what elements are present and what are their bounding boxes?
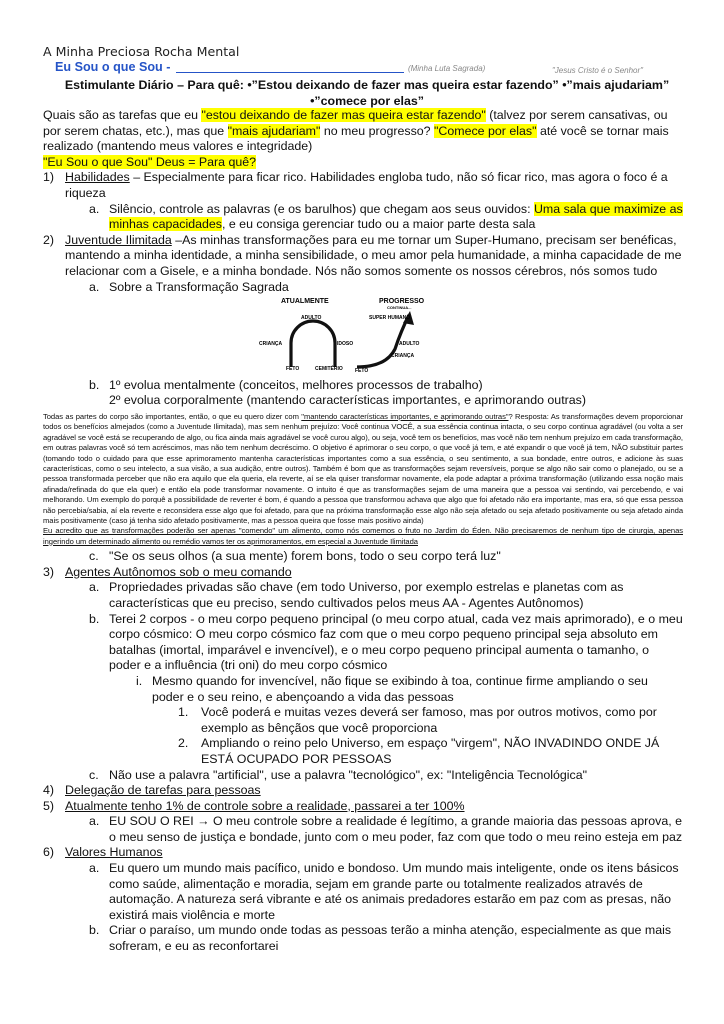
label-crianca: CRIANÇA — [259, 341, 283, 348]
section-agentes-autonomos — [43, 565, 683, 581]
list-letter: a. — [89, 201, 100, 216]
item-text-2: , e eu consiga gerenciar tudo ou a maior parte desta sala — [221, 217, 536, 232]
list-letter: a. — [89, 580, 100, 595]
item-text: Silêncio, controle as palavras (e os barulhos) que chegam aos seus ouvidos: — [109, 201, 534, 216]
label-super-humano: SUPER HUMANO — [369, 315, 411, 322]
section-valores-humanos — [43, 845, 683, 861]
list-number: 1. — [178, 705, 189, 720]
transformation-diagram — [249, 295, 549, 373]
list-item — [43, 612, 683, 674]
intro-text-4: até você se tornar mais realizado (mantendo meus valores e integridade) — [43, 123, 669, 154]
label-cemiterio: CEMITÉRIO — [315, 366, 343, 373]
list-number: 5) — [43, 798, 55, 813]
fine-text-2: ? Resposta: As transformações devem proporcionar todos os benefícios almejados (como a Juventude Ilimitada), mas sem nenhum prejuízo: Você continua VOCÊ, a sua essência continua intacta, o seu corpo continua agradável (ou volta a ser agradável se você está se recuperando de algo, ou fica ainda mais agradável se você curou algo), ou seja, você tem os benefícios, mas você não tem nenhum prejuízo em cada transformação, em outras palavras você só tem acréscimos, mas não tem nenhum decréscimo. O objetivo é aprimorar o seu corpo, o que você já tem, e até expandir o que você já tem, NÃO substituir partes (tomando todo o cuidado para que esse aprimoramento mantenha características importantes como a sua essência, o seu sentimento, a sua bondade, entre outros, e adicione às suas características, como o seu intelecto, a sua visão, a sua audição, entre outros). Também é bom que as transformações sejam reversíveis, porque se algo não sair como o planejado, ou se a pessoa transformada perceber que não era aquilo que ela queria, ela reverte, aí se ela quiser transformar novamente, ela pode adaptar a próxima transformação (utilizando essa noção mais afinada/refinada do que ela quer) e então ela pode transformar novamente. O intuito é que as transformações sejam de uma maneira que a pessoa vai sentindo, vai percebendo, e vai melhorando. Um exemplo do porquê a possibilidade de reverter é bom, é quando a pessoa que transformou achava que algo que foi afetado não era importante, mas era, só que essa pessoa não percebia/sabia, aí ela reverte e reconsidera esse algo que foi afetado, para que na próxima transformação esse algo não seja afetado ou seja afetado positivamente ou seja afetado ainda mais positivamente (caso já tenha sido afetado positivamente, mas a pessoa queira que fosse mais positivo ainda) — [43, 411, 683, 525]
item-text: Terei 2 corpos - o meu corpo pequeno principal (o meu corpo atual, cada vez mais aprimorado), e o meu corpo cósmico: O meu corpo cósmico faz com que o meu corpo pequeno principal seja absoluto em batalhas (imortal, imparável e invencível), e o meu corpo pequeno principal aumenta o tamanho, o poder e a influência (tri oni) do meu corpo cósmico — [109, 611, 683, 673]
section-title: Valores Humanos — [65, 845, 163, 860]
label-idoso: IDOSO — [337, 341, 354, 348]
list-letter: c. — [89, 549, 99, 564]
diagram-left-title: ATUALMENTE — [281, 298, 329, 306]
label-crianca-2: CRIANÇA — [391, 353, 415, 360]
item-text: Criar o paraíso, um mundo onde todas as pessoas terão a minha atenção, especialmente as que mais sofreram, e eu as reconfortarei — [109, 923, 672, 954]
list-letter: c. — [89, 767, 99, 782]
intro-text-1: Quais são as tarefas que eu — [43, 108, 202, 122]
item-text: "Se os seus olhos (a sua mente) forem bons, todo o seu corpo terá luz" — [109, 549, 501, 564]
list-item — [43, 280, 683, 296]
list-item — [43, 768, 683, 784]
section-title: Delegação de tarefas para pessoas — [65, 783, 261, 798]
list-letter: b. — [89, 611, 100, 626]
diagram-right-title: PROGRESSO — [379, 298, 425, 306]
list-item — [43, 549, 683, 565]
intro-question — [43, 155, 683, 171]
item-text: Ampliando o reino pelo Universo, em espaço "virgem", NÃO INVADINDO ONDE JÁ ESTÁ OCUPADO POR PESSOAS — [201, 736, 660, 766]
list-number: 2) — [43, 232, 55, 247]
item-text: Eu quero um mundo mais pacífico, unido e bondoso. Um mundo mais inteligente, onde os itens básicos como saúde, alimentação e moradia, sejam em grande parte ou totalmente realizados através de automação. A natureza será vibrante e até os animais predadores estarão em paz com as presas, não existirá mais violência e morte — [109, 861, 679, 922]
section-title: Atualmente tenho 1% de controle sobre a realidade, passarei a ter 100% — [65, 798, 465, 813]
intro-text-2: (talvez por serem cansativas, ou por serem chatas, etc.), mas que — [43, 108, 668, 138]
subheader-note: (Minha Luta Sagrada) — [407, 64, 486, 73]
fine-print-paragraph — [43, 412, 683, 547]
subheader — [55, 60, 695, 76]
item-text: Você poderá e muitas vezes deverá ser famoso, mas por outros motivos, como por exemplo as bênçãos que você proporciona — [201, 705, 657, 735]
fine-text-underlined: "mantendo características importantes, e aprimorando outras" — [301, 411, 509, 421]
section-habilidades — [43, 170, 683, 201]
list-number: 3) — [43, 564, 55, 579]
subheader-right-note: "Jesus Cristo é o Senhor" — [551, 66, 643, 75]
item-text: Não use a palavra "artificial", use a palavra "tecnológico", ex: "Inteligência Tecnológica" — [109, 767, 588, 782]
fine-text-3: Eu acredito que as transformações poderão ser apenas "comendo" um alimento, como nós comemos o fruto no Jardim do Éden. Não precisaremos de nenhum tipo de cirurgia, apenas ingerindo um determinado alimento ou remédio vamos ter os aprimoramentos, em especial a Juventude Ilimitada — [43, 526, 683, 546]
list-letter: a. — [89, 814, 100, 829]
document-body — [43, 108, 683, 955]
fine-text-1: Todas as partes do corpo são importantes, então, o que eu quero dizer com — [43, 411, 302, 421]
list-item — [43, 923, 683, 954]
label-feto: FETO — [286, 366, 300, 373]
intro-paragraph — [43, 108, 683, 155]
diagram-continua: CONTINUA... — [387, 305, 412, 311]
list-letter: a. — [89, 861, 100, 876]
list-number: 1) — [43, 170, 55, 185]
intro-highlight-4: "Eu Sou o que Sou" Deus = Para quê? — [43, 154, 257, 169]
label-adulto: ADULTO — [301, 315, 322, 322]
list-letter: a. — [89, 279, 100, 294]
lifecycle-arc — [291, 321, 335, 367]
item-text: EU SOU O REI → O meu controle sobre a realidade é legítimo, a grande maioria das pessoas aprova, e o meu senso de justiça e bondade, junto com o meu poder, faz com que todo o meu reino esteja em paz — [109, 814, 683, 844]
list-item — [43, 736, 683, 767]
item-text: Mesmo quando for invencível, não fique se exibindo à toa, continue firme ampliando o seu poder e o seu reino, e abençoando a vida das pessoas — [152, 673, 648, 704]
list-item — [43, 705, 683, 736]
intro-highlight-3: "Comece por elas" — [434, 123, 537, 138]
document-title: A Minha Preciosa Rocha Mental — [43, 44, 240, 59]
list-number: 6) — [43, 845, 55, 860]
list-number: 2. — [178, 736, 189, 751]
list-roman: i. — [136, 673, 143, 688]
headline — [50, 77, 684, 109]
section-juventude-ilimitada — [43, 233, 683, 280]
intro-text-3: no meu progresso? — [320, 123, 435, 138]
item-highlight: Uma sala que maximize as minhas capacidades — [109, 201, 683, 232]
section-title: Juventude Ilimitada — [65, 232, 172, 247]
item-text: Propriedades privadas são chave (em todo Universo, por exemplo estrelas e planetas com as características que eu preciso, sendo cultivados pelos meus AA - Agentes Autônomos) — [109, 580, 624, 610]
list-item — [43, 861, 683, 923]
headline-line-2: •”comece por elas” — [310, 94, 424, 108]
section-delegacao — [43, 783, 683, 799]
list-letter: b. — [89, 377, 100, 392]
intro-highlight-2: "mais ajudariam" — [227, 123, 321, 138]
section-title: Agentes Autônomos sob o meu comando — [65, 564, 292, 579]
item-text-line-1: 1º evolua mentalmente (conceitos, melhores processos de trabalho) — [109, 377, 483, 392]
headline-line-1: Estimulante Diário – Para quê: •”Estou deixando de fazer mas queira estar fazendo” •”mais ajudariam” — [64, 78, 670, 92]
section-text: –As minhas transformações para eu me tornar um Super-Humano, precisam ser benéficas, mantendo a minha identidade, a minha sensibilidade, o meu amor pela humanidade, a minha capacidade de me relacionar com a Gisele, e a minha bondade. Nós não somos somente os nossos cérebros, nós somos tudo — [65, 232, 682, 278]
section-title: Habilidades — [65, 170, 130, 185]
list-number: 4) — [43, 783, 55, 798]
item-text: Sobre a Transformação Sagrada — [109, 279, 289, 294]
label-adulto-2: ADULTO — [399, 341, 420, 348]
list-item — [43, 814, 683, 845]
list-item — [43, 202, 683, 233]
section-controle-realidade — [43, 799, 683, 815]
label-feto-2: FETO — [355, 368, 369, 374]
subheader-blank-line — [176, 72, 404, 73]
list-item — [43, 580, 683, 611]
list-item — [43, 378, 683, 409]
list-letter: b. — [89, 923, 100, 938]
list-item — [43, 674, 683, 705]
item-text-line-2: 2º evolua corporalmente (mantendo características importantes, e aprimorando outras) — [109, 393, 586, 408]
intro-highlight-1: "estou deixando de fazer mas queira estar fazendo" — [201, 108, 486, 122]
subheader-main: Eu Sou o que Sou - — [55, 60, 174, 74]
section-text: – Especialmente para ficar rico. Habilidades engloba tudo, não só ficar rico, mas agora o foco é a riqueza — [65, 170, 668, 200]
